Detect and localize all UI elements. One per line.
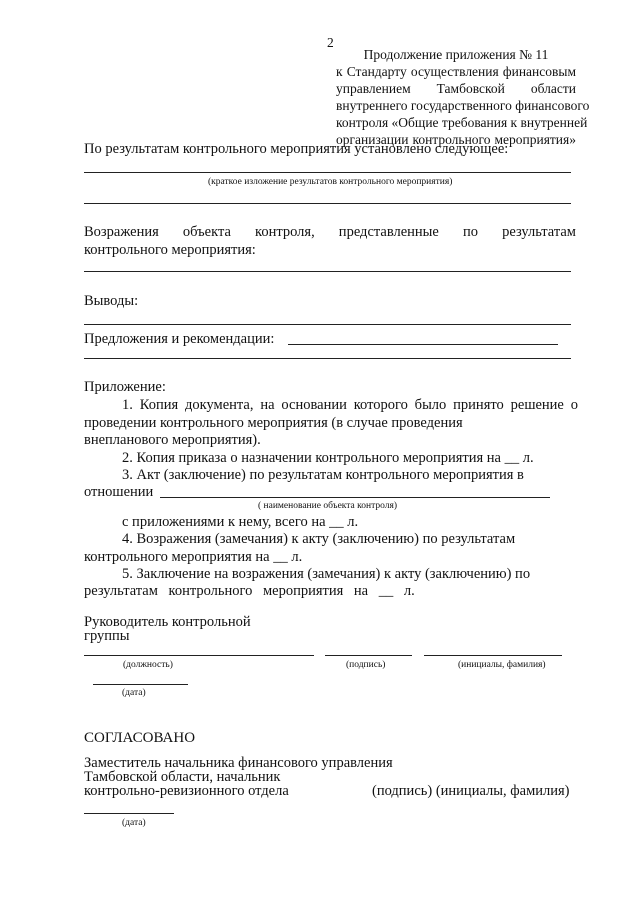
proposals-line[interactable] [84, 358, 571, 359]
position-line[interactable] [84, 655, 314, 656]
appendix-item: 1. Копия документа, на основании которого было принято решение о [122, 397, 578, 413]
appendix-item: 2. Копия приказа о назначении контрольного мероприятия на __ л. [122, 450, 534, 466]
object-name-line[interactable] [160, 497, 550, 498]
proposals-label: Предложения и рекомендации: [84, 331, 275, 347]
name-line[interactable] [424, 655, 562, 656]
approver-title-cont: Тамбовской области, начальник [84, 769, 281, 785]
date-line[interactable] [93, 684, 188, 685]
header-line: внутреннего государственного финансового [336, 98, 590, 113]
results-hint: (краткое изложение результатов контрольного мероприятия) [208, 177, 453, 187]
results-line[interactable] [84, 172, 571, 173]
approver-title: Заместитель начальника финансового управления [84, 755, 393, 771]
objections-line[interactable] [84, 271, 571, 272]
conclusions-label: Выводы: [84, 293, 139, 309]
objections-label-cont: контрольного мероприятия: [84, 242, 256, 258]
appendix-title: Приложение: [84, 379, 166, 395]
name-hint: (инициалы, фамилия) [458, 660, 546, 670]
document-header [336, 46, 590, 148]
appendix-item-cont: проведении контрольного мероприятия (в случае проведения [84, 415, 463, 431]
appendix-item: 5. Заключение на возражения (замечания) к акту (заключению) по [122, 566, 531, 582]
appendix-item-cont: отношении [84, 484, 154, 500]
appendix-item-cont: с приложениями к нему, всего на __ л. [122, 514, 359, 530]
approver-title-cont: контрольно-ревизионного отдела [84, 783, 289, 799]
object-name-hint: ( наименование объекта контроля) [258, 501, 398, 511]
proposals-line[interactable] [288, 344, 558, 345]
date-hint: (дата) [122, 688, 146, 698]
appendix-item-cont: контрольного мероприятия на __ л. [84, 549, 303, 565]
signature-line[interactable] [325, 655, 412, 656]
results-label: По результатам контрольного мероприятия установлено следующее: [84, 141, 509, 157]
group-head-label-cont: группы [84, 628, 130, 644]
appendix-item-cont: внепланового мероприятия). [84, 432, 261, 448]
objections-label: Возражения объекта контроля, представленные по результатам [84, 224, 576, 240]
appendix-item-cont: результатам контрольного мероприятия на __ л. [84, 583, 415, 599]
appendix-item: 3. Акт (заключение) по результатам контрольного мероприятия в [122, 467, 524, 483]
header-line: контроля «Общие требования к внутренней [336, 115, 588, 130]
results-line[interactable] [84, 203, 571, 204]
header-line: управлением Тамбовской области [336, 81, 576, 96]
page-number: 2 [327, 35, 334, 50]
header-line: организации контрольного мероприятия» [336, 132, 576, 147]
header-line: к Стандарту осуществления финансовым [336, 64, 576, 79]
header-line: Продолжение приложения № 11 [363, 47, 549, 62]
approval-date-line[interactable] [84, 813, 174, 814]
signature-hint: (подпись) [346, 660, 386, 670]
approval-date-hint: (дата) [122, 818, 146, 828]
appendix-item: 4. Возражения (замечания) к акту (заключению) по результатам [122, 531, 516, 547]
conclusions-line[interactable] [84, 324, 571, 325]
position-hint: (должность) [123, 660, 173, 670]
approver-sign-name: (подпись) (инициалы, фамилия) [372, 783, 570, 799]
approval-title: СОГЛАСОВАНО [84, 730, 196, 746]
group-head-label: Руководитель контрольной [84, 614, 251, 630]
